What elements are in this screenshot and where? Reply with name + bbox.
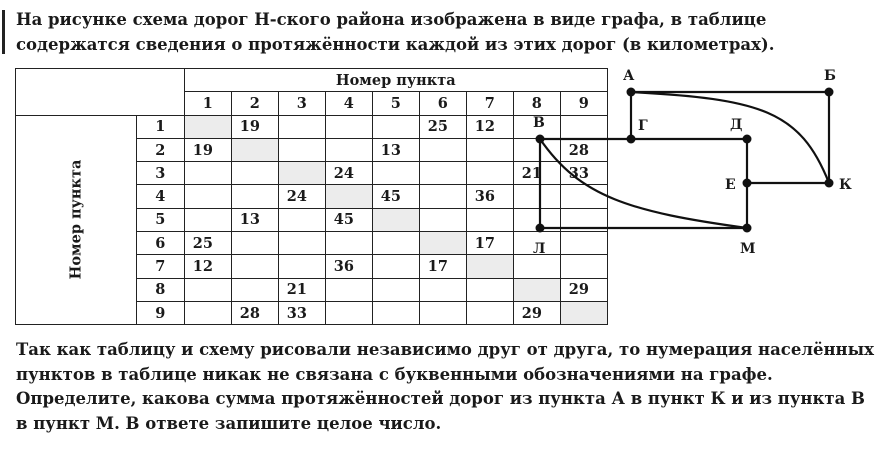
label-D: Д xyxy=(730,117,743,133)
row-number: 9 xyxy=(136,301,184,324)
table-cell xyxy=(419,232,466,255)
table-cell: 17 xyxy=(466,232,513,255)
table-cell xyxy=(466,162,513,185)
table-cell xyxy=(278,115,325,138)
row-number: 4 xyxy=(136,185,184,208)
column-number: 4 xyxy=(325,92,372,115)
table-cell xyxy=(513,278,560,301)
label-E: Е xyxy=(725,177,736,193)
problem-question: Так как таблицу и схему рисовали независимо друг от друга, то нумерация населённых пунктов в таблице никак не связана с буквенными обозначениями на графе. Определите, какова сумма протяжённостей дорог из пункта А в пункт К и из пункта В в пункт М. В ответе запишите целое число. xyxy=(16,340,874,433)
table-cell: 45 xyxy=(372,185,419,208)
table-cell xyxy=(231,138,278,161)
table-cell: 25 xyxy=(419,115,466,138)
table-cell xyxy=(325,232,372,255)
table-cell: 19 xyxy=(231,115,278,138)
table-cell xyxy=(184,208,231,231)
label-K: К xyxy=(839,177,852,193)
table-cell xyxy=(231,162,278,185)
problem-intro: На рисунке схема дорог Н-ского района изображена в виде графа, в таблице содержатся сведения о протяжённости каждой из этих дорог (в километрах). xyxy=(16,10,775,54)
table-cell: 13 xyxy=(372,138,419,161)
table-cell xyxy=(419,162,466,185)
label-L: Л xyxy=(533,241,546,257)
table-cell xyxy=(372,255,419,278)
row-header-text: Номер пункта xyxy=(67,160,85,280)
table-header-row xyxy=(16,69,608,92)
table-cell: 29 xyxy=(513,301,560,324)
table-cell: 25 xyxy=(184,232,231,255)
table-cell: 13 xyxy=(231,208,278,231)
table-cell: 24 xyxy=(325,162,372,185)
table-cell xyxy=(419,301,466,324)
table-cell xyxy=(466,208,513,231)
table-cell xyxy=(325,278,372,301)
table-cell xyxy=(372,301,419,324)
table-cell xyxy=(419,208,466,231)
table-cell xyxy=(372,278,419,301)
table-cell: 12 xyxy=(466,115,513,138)
table-cell xyxy=(184,162,231,185)
table-cell xyxy=(419,138,466,161)
table-row xyxy=(16,115,608,138)
table-cell xyxy=(419,185,466,208)
table-cell xyxy=(372,232,419,255)
table-cell: 19 xyxy=(184,138,231,161)
table-cell: 29 xyxy=(560,278,607,301)
table-corner xyxy=(16,69,185,116)
road-graph xyxy=(520,62,860,262)
table-cell xyxy=(325,185,372,208)
table-cell: 28 xyxy=(560,138,607,161)
table-cell: 33 xyxy=(560,162,607,185)
table-cell xyxy=(278,208,325,231)
row-number: 7 xyxy=(136,255,184,278)
vertex-E xyxy=(743,179,752,188)
table-cell xyxy=(231,185,278,208)
column-number: 6 xyxy=(419,92,466,115)
left-margin-bar xyxy=(2,10,5,54)
table-cell xyxy=(560,301,607,324)
table-cell: 12 xyxy=(184,255,231,278)
table-cell: 24 xyxy=(278,185,325,208)
table-cell xyxy=(184,278,231,301)
vertex-M xyxy=(743,224,752,233)
table-cell xyxy=(184,185,231,208)
vertex-L xyxy=(536,224,545,233)
vertex-K xyxy=(825,179,834,188)
edge-V-M xyxy=(540,139,747,228)
table-cell xyxy=(184,301,231,324)
table-cell xyxy=(372,208,419,231)
table-cell xyxy=(466,301,513,324)
table-cell xyxy=(278,162,325,185)
column-number: 8 xyxy=(513,92,560,115)
table-cell xyxy=(231,255,278,278)
row-header xyxy=(16,115,137,325)
row-number: 3 xyxy=(136,162,184,185)
table-cell: 21 xyxy=(513,162,560,185)
table-cell xyxy=(278,232,325,255)
label-G: Г xyxy=(638,118,648,134)
label-M: М xyxy=(740,241,756,257)
table-cell: 28 xyxy=(231,301,278,324)
table-cell xyxy=(231,278,278,301)
vertex-B xyxy=(825,88,834,97)
table-cell: 17 xyxy=(419,255,466,278)
column-number: 1 xyxy=(184,92,231,115)
table-cell xyxy=(231,232,278,255)
row-number: 5 xyxy=(136,208,184,231)
table-cell: 36 xyxy=(325,255,372,278)
column-header: Номер пункта xyxy=(184,69,607,92)
table-cell: 36 xyxy=(466,185,513,208)
column-number: 3 xyxy=(278,92,325,115)
row-number: 1 xyxy=(136,115,184,138)
table-cell xyxy=(372,162,419,185)
row-number: 8 xyxy=(136,278,184,301)
table-cell xyxy=(278,255,325,278)
table-cell xyxy=(325,115,372,138)
row-number: 2 xyxy=(136,138,184,161)
row-number: 6 xyxy=(136,232,184,255)
edge-A-K xyxy=(631,92,829,183)
table-cell xyxy=(184,115,231,138)
table-cell xyxy=(466,278,513,301)
table-cell xyxy=(466,138,513,161)
table-cell xyxy=(419,278,466,301)
table-cell xyxy=(372,115,419,138)
column-number: 7 xyxy=(466,92,513,115)
distance-table xyxy=(15,68,608,325)
label-A: А xyxy=(623,68,635,84)
column-number: 2 xyxy=(231,92,278,115)
table-cell: 33 xyxy=(278,301,325,324)
column-number: 5 xyxy=(372,92,419,115)
table-cell: 21 xyxy=(278,278,325,301)
vertex-A xyxy=(627,88,636,97)
table-cell: 45 xyxy=(325,208,372,231)
table-cell xyxy=(466,255,513,278)
table-cell xyxy=(325,301,372,324)
vertex-V xyxy=(536,135,545,144)
table-cell xyxy=(278,138,325,161)
label-V: В xyxy=(533,115,545,131)
vertex-G xyxy=(627,135,636,144)
column-number: 9 xyxy=(560,92,607,115)
table-cell xyxy=(325,138,372,161)
vertex-D xyxy=(743,135,752,144)
label-B: Б xyxy=(824,68,836,84)
